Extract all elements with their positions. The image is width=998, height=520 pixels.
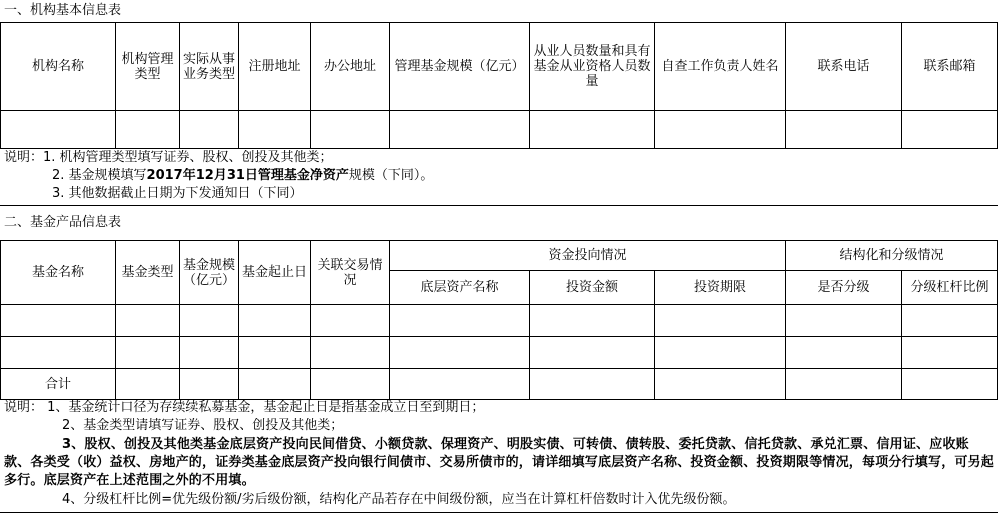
- cell[interactable]: [390, 305, 530, 337]
- cell[interactable]: [530, 111, 655, 149]
- total-label: 合计: [1, 369, 116, 400]
- header-business-type: 实际从事业务类型: [180, 23, 239, 111]
- header-staff-count: 从业人员数量和具有基金从业资格人员数量: [530, 23, 655, 111]
- cell[interactable]: [180, 369, 239, 400]
- cell[interactable]: [239, 369, 311, 400]
- institution-info-table: [0, 22, 998, 149]
- cell[interactable]: [786, 369, 902, 400]
- section1-note-3: 3. 其他数据截止日期为下发通知日（下同）: [52, 186, 303, 201]
- cell[interactable]: [239, 111, 311, 149]
- cell[interactable]: [116, 369, 180, 400]
- header-fund-type: 基金类型: [116, 241, 180, 305]
- cell[interactable]: [116, 305, 180, 337]
- header-institution-name: 机构名称: [1, 23, 116, 111]
- cell[interactable]: [390, 369, 530, 400]
- header-office-address: 办公地址: [311, 23, 390, 111]
- cell[interactable]: [655, 337, 786, 369]
- cell[interactable]: [655, 369, 786, 400]
- cell[interactable]: [180, 305, 239, 337]
- data-row[interactable]: [1, 337, 998, 369]
- header-underlying-asset: 底层资产名称: [390, 271, 530, 305]
- cell[interactable]: [655, 305, 786, 337]
- note-2-suffix: 规模（下同）。: [348, 168, 434, 183]
- section1-title: 一、机构基本信息表: [4, 2, 122, 18]
- cell[interactable]: [786, 337, 902, 369]
- cell[interactable]: [902, 369, 998, 400]
- header-fund-scale: 管理基金规模（亿元）: [390, 23, 530, 111]
- cell[interactable]: [902, 111, 998, 149]
- cell[interactable]: [116, 337, 180, 369]
- header-structure-group: 结构化和分级情况: [786, 241, 998, 271]
- cell[interactable]: [180, 337, 239, 369]
- note-2-bold: 2017年12月31日管理基金净资产: [146, 168, 349, 183]
- cell[interactable]: [239, 305, 311, 337]
- section1-note-2: [0, 168, 998, 186]
- fund-product-table: [0, 240, 998, 400]
- section1-note-1: 说明：1. 机构管理类型填写证券、股权、创投及其他类；: [4, 150, 333, 165]
- cell[interactable]: [116, 111, 180, 149]
- cell[interactable]: [311, 111, 390, 149]
- cell[interactable]: [655, 111, 786, 149]
- cell[interactable]: [390, 111, 530, 149]
- cell[interactable]: [530, 337, 655, 369]
- cell[interactable]: [786, 111, 902, 149]
- cell[interactable]: [530, 305, 655, 337]
- cell[interactable]: [902, 305, 998, 337]
- cell[interactable]: [311, 369, 390, 400]
- header-fund-name: 基金名称: [1, 241, 116, 305]
- header-investment-amount: 投资金额: [530, 271, 655, 305]
- header-investment-group: 资金投向情况: [390, 241, 786, 271]
- cell[interactable]: [1, 337, 116, 369]
- cell[interactable]: [311, 337, 390, 369]
- bottom-rule: [0, 512, 998, 513]
- cell[interactable]: [1, 305, 116, 337]
- header-fund-period: 基金起止日: [239, 241, 311, 305]
- header-leverage-ratio: 分级杠杆比例: [902, 271, 998, 305]
- header-registered-address: 注册地址: [239, 23, 311, 111]
- header-management-type: 机构管理类型: [116, 23, 180, 111]
- cell[interactable]: [902, 337, 998, 369]
- cell[interactable]: [786, 305, 902, 337]
- cell[interactable]: [180, 111, 239, 149]
- header-phone: 联系电话: [786, 23, 902, 111]
- section2-note-2: 2、基金类型请填写证券、股权、创投及其他类；: [62, 418, 344, 433]
- section2-title: 二、基金产品信息表: [4, 214, 122, 230]
- header-related-transactions: 关联交易情况: [311, 241, 390, 305]
- header-row-1: [1, 241, 998, 271]
- section2-note-4: 4、分级杠杆比例=优先级份额/劣后级份额，结构化产品若存在中间级份额，应当在计算杠杆倍数时计入优先级份额。: [62, 492, 736, 507]
- section2-note-1: 说明： 1、基金统计口径为存续续私募基金，基金起止日是指基金成立日至到期日；: [4, 400, 485, 415]
- header-investment-period: 投资期限: [655, 271, 786, 305]
- header-fund-size: 基金规模（亿元）: [180, 241, 239, 305]
- cell[interactable]: [239, 337, 311, 369]
- cell[interactable]: [1, 111, 116, 149]
- data-row[interactable]: [1, 305, 998, 337]
- note-2-prefix: 2. 基金规模填写: [52, 168, 147, 183]
- cell[interactable]: [311, 305, 390, 337]
- header-row: [1, 23, 998, 111]
- data-row[interactable]: [1, 111, 998, 149]
- total-row[interactable]: [1, 369, 998, 400]
- cell[interactable]: [530, 369, 655, 400]
- header-contact-person: 自查工作负责人姓名: [655, 23, 786, 111]
- header-is-tiered: 是否分级: [786, 271, 902, 305]
- header-email: 联系邮箱: [902, 23, 998, 111]
- cell[interactable]: [390, 337, 530, 369]
- section2-note-3: 3、股权、创投及其他类基金底层资产投向民间借贷、小额贷款、保理资产、明股实债、可转债、债转股、委托贷款、信托贷款、承兑汇票、信用证、应收账款、各类受（收）益权、房地产的，证券类基金底层资产投向银行间债市、交易所债市的，请详细填写底层资产名称、投资金额、投资期限等情况，每项分行填写，可另起多行。底层资产在上述范围之外的不用填。: [4, 437, 995, 488]
